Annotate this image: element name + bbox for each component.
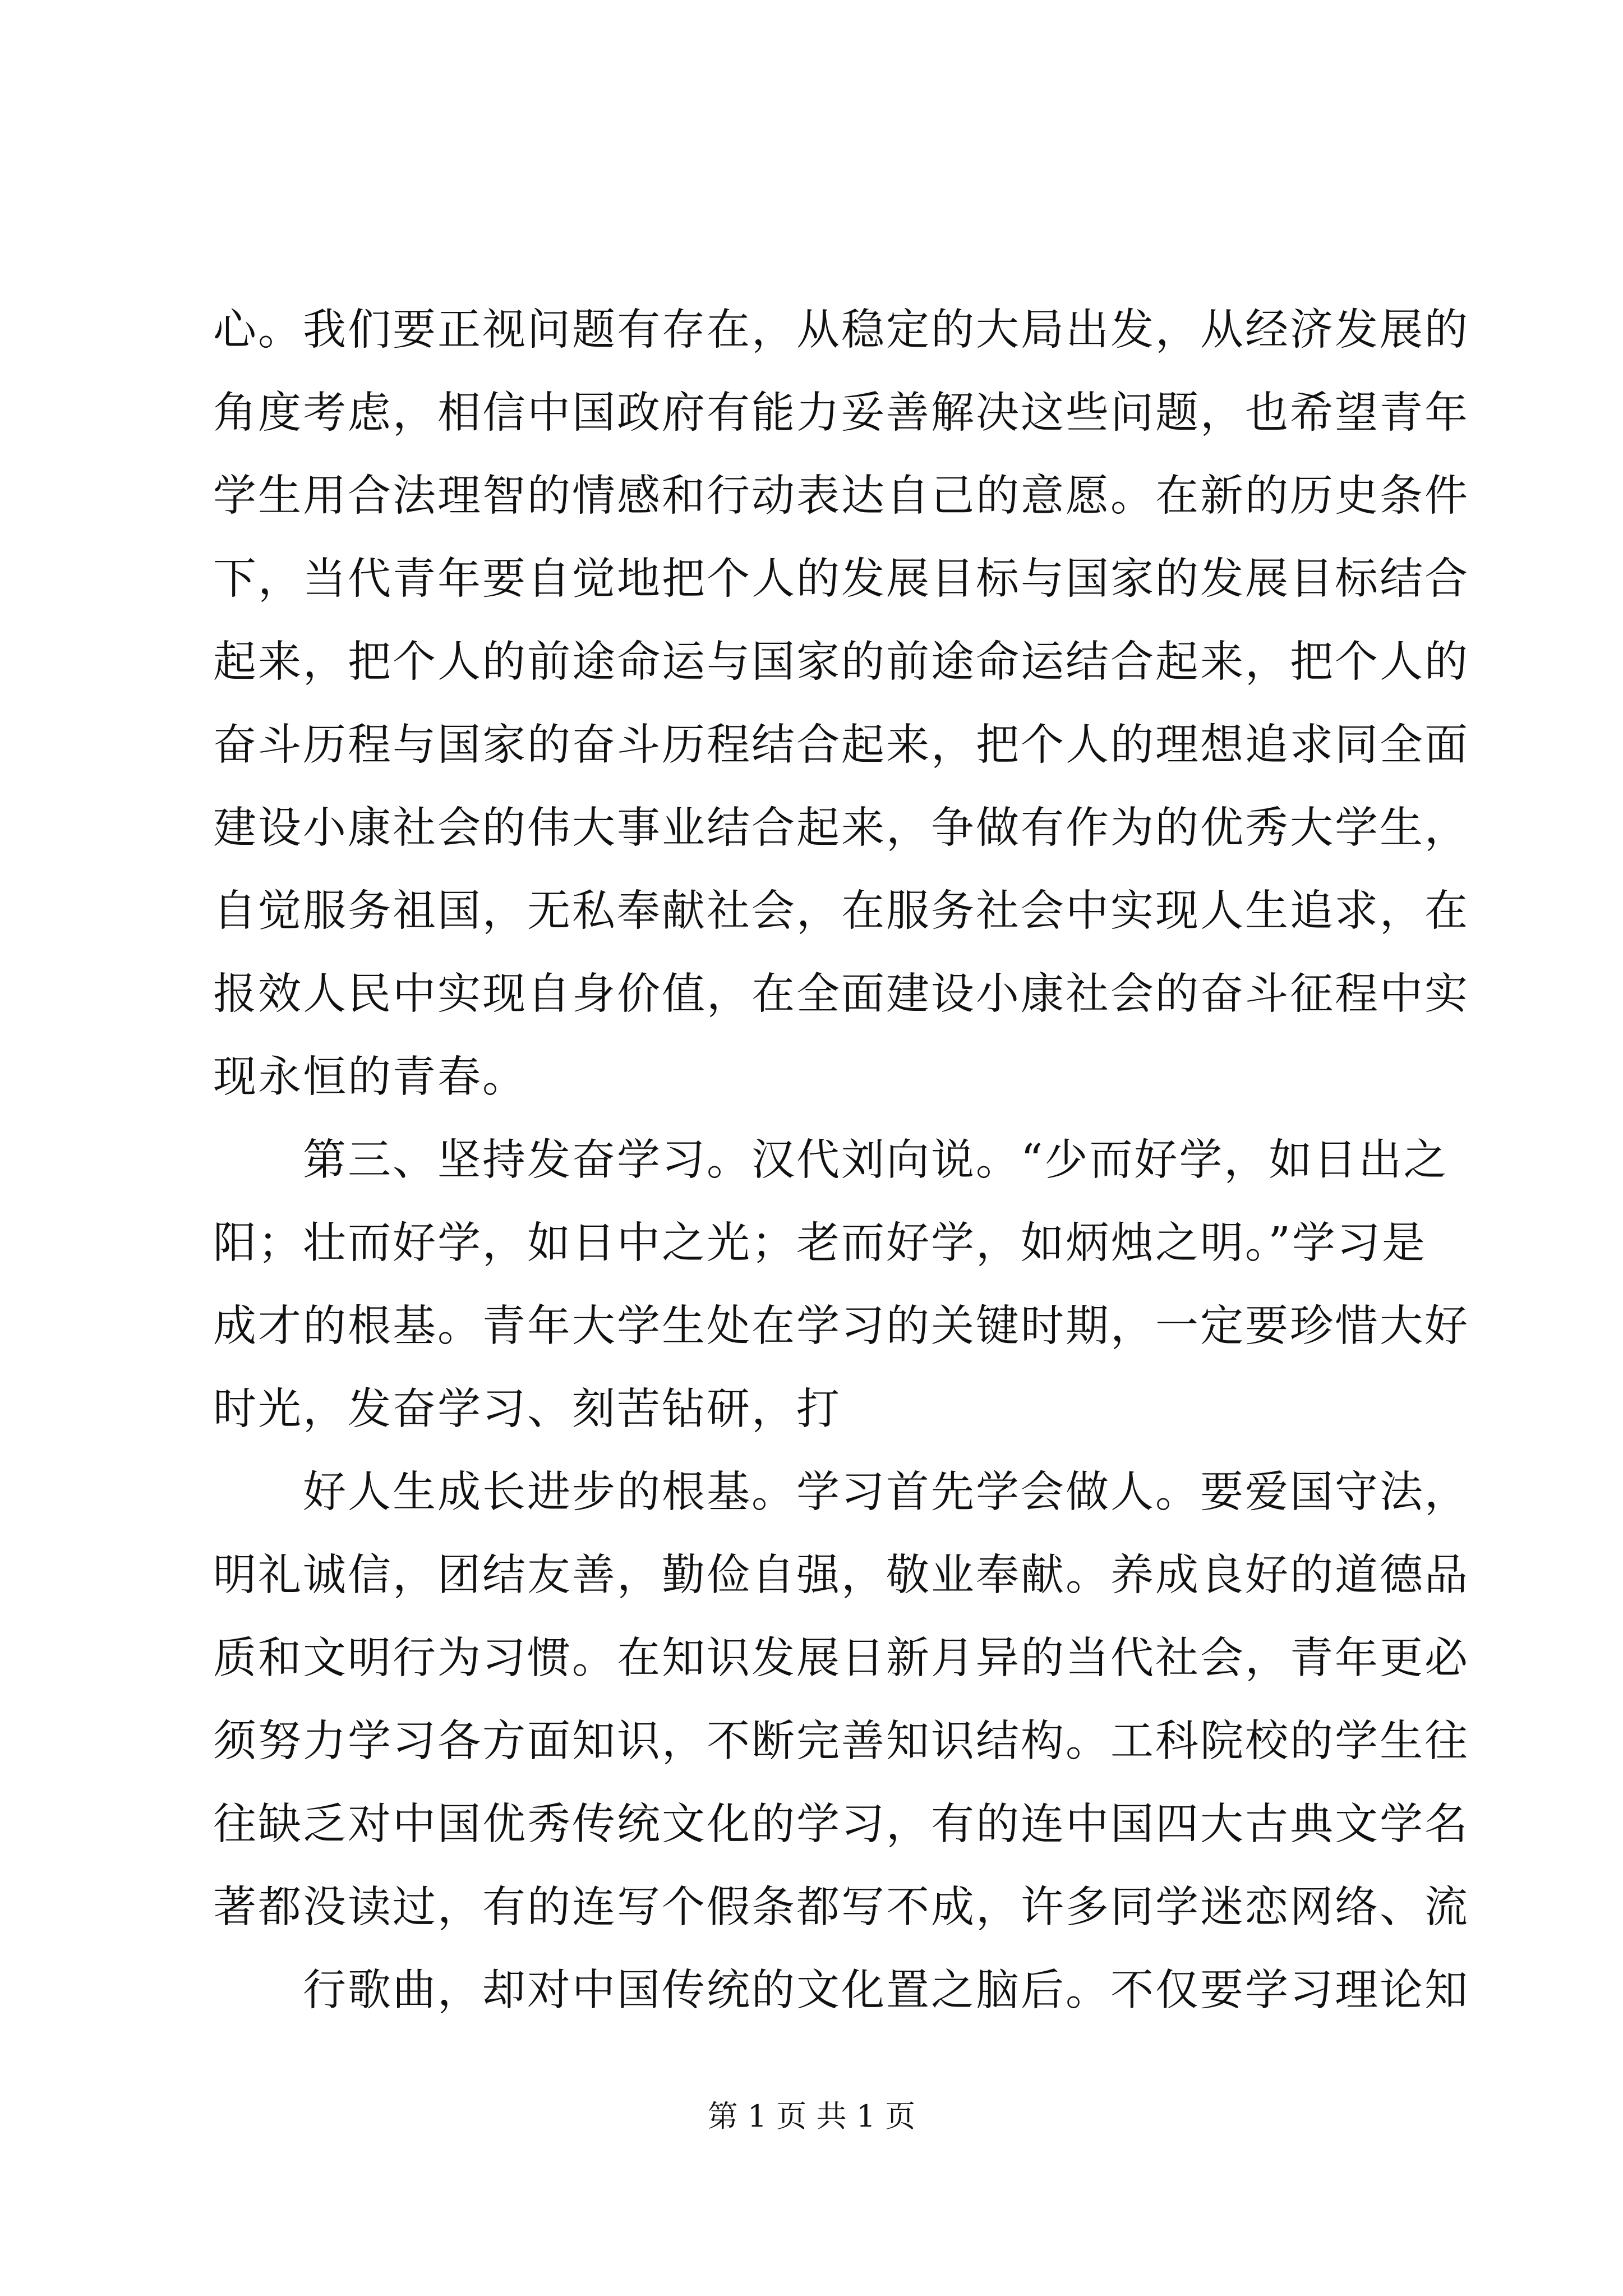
text-line: 学生用合法理智的情感和行动表达自己的意愿。在新的历史条件 xyxy=(213,471,1469,521)
text-line: 现永恒的青春。 xyxy=(213,1052,527,1102)
text-line: 角度考虑，相信中国政府有能力妥善解决这些问题，也希望青年 xyxy=(213,388,1469,438)
text-line: 自觉服务祖国，无私奉献社会，在服务社会中实现人生追求，在 xyxy=(213,886,1469,936)
text-line: 行歌曲，却对中国传统的文化置之脑后。不仅要学习理论知 xyxy=(213,1966,1469,2016)
text-line: 心。我们要正视问题有存在，从稳定的大局出发，从经济发展的 xyxy=(213,305,1469,355)
text-line: 质和文明行为习惯。在知识发展日新月异的当代社会，青年更必 xyxy=(213,1634,1469,1683)
text-line: 奋斗历程与国家的奋斗历程结合起来，把个人的理想追求同全面 xyxy=(213,720,1469,770)
text-line: 好人生成长进步的根基。学习首先学会做人。要爱国守法， xyxy=(213,1467,1469,1517)
text-line: 成才的根基。青年大学生处在学习的关键时期，一定要珍惜大好 xyxy=(213,1301,1469,1351)
text-line: 阳；壮而好学，如日中之光；老而好学，如炳烛之明。”学习是 xyxy=(213,1218,1427,1268)
text-line: 往缺乏对中国优秀传统文化的学习，有的连中国四大古典文学名 xyxy=(213,1800,1469,1849)
text-line: 著都没读过，有的连写个假条都写不成，许多同学迷恋网络、流 xyxy=(213,1883,1469,1932)
text-line: 明礼诚信，团结友善，勤俭自强，敬业奉献。养成良好的道德品 xyxy=(213,1550,1469,1600)
text-line: 建设小康社会的伟大事业结合起来，争做有作为的优秀大学生， xyxy=(213,803,1469,853)
text-line: 第三、坚持发奋学习。汉代刘向说。“少而好学，如日出之 xyxy=(213,1135,1449,1185)
text-line: 下，当代青年要自觉地把个人的发展目标与国家的发展目标结合 xyxy=(213,554,1469,604)
text-line: 报效人民中实现自身价值，在全面建设小康社会的奋斗征程中实 xyxy=(213,969,1469,1019)
body-text xyxy=(213,289,1469,2032)
page-footer xyxy=(0,2097,1623,2136)
text-line: 时光，发奋学习、刻苦钻研，打 xyxy=(213,1384,841,1434)
text-line: 起来，把个人的前途命运与国家的前途命运结合起来，把个人的 xyxy=(213,637,1469,687)
page-number-label: 第 1 页 共 1 页 xyxy=(707,2099,916,2134)
text-line: 须努力学习各方面知识，不断完善知识结构。工科院校的学生往 xyxy=(213,1717,1469,1766)
